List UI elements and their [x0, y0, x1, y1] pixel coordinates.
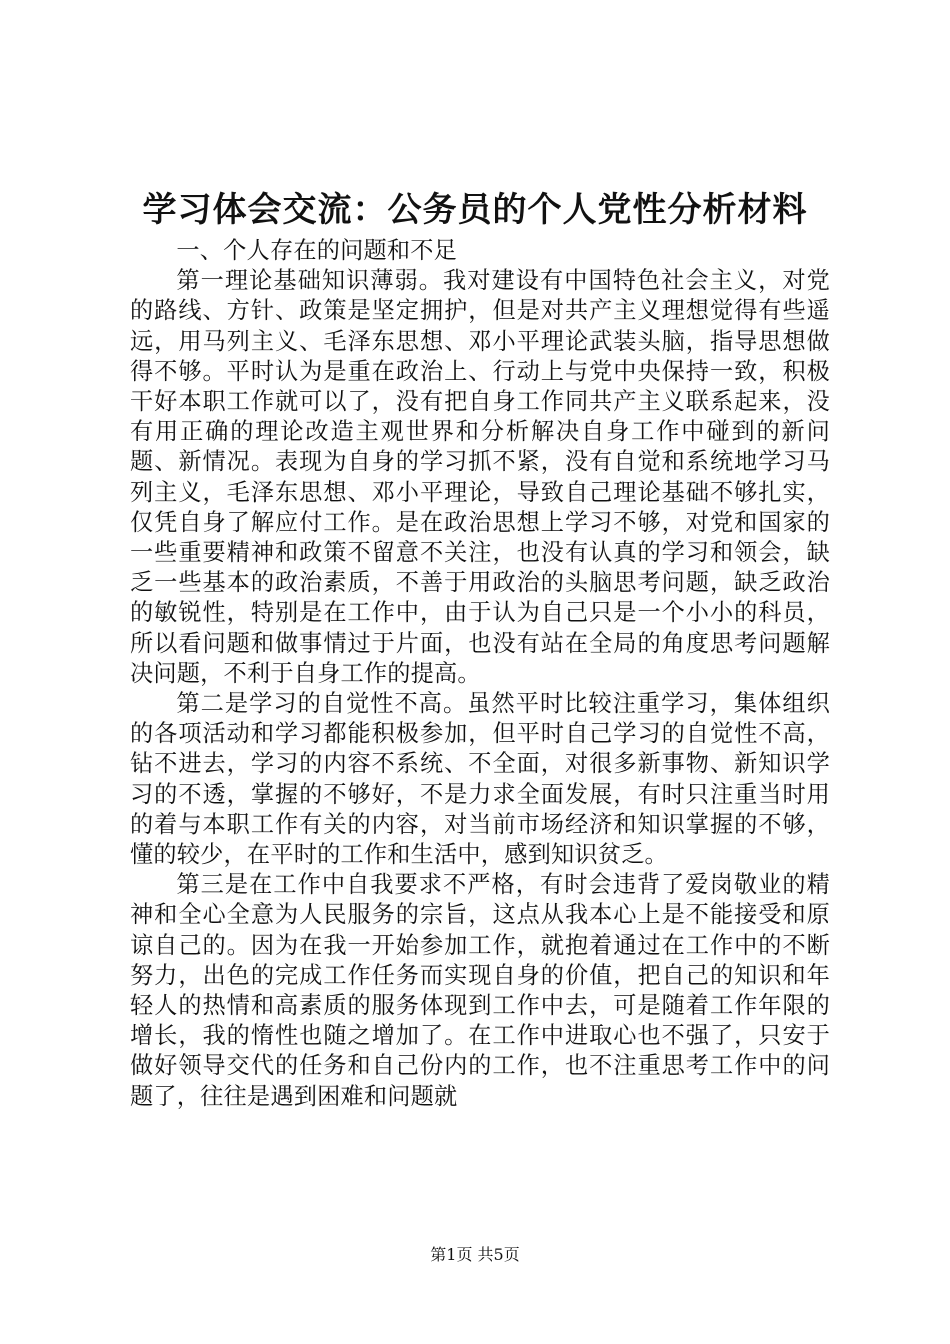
- paragraph: 第一理论基础知识薄弱。我对建设有中国特色社会主义，对党的路线、方针、政策是坚定拥护，但是对共产主义理想觉得有些遥远，用马列主义、毛泽东思想、邓小平理论武装头脑，指导思想做得不够。平时认为是重在政治上、行动上与党中央保持一致，积极干好本职工作就可以了，没有把自身工作同共产主义联系起来，没有用正确的理论改造主观世界和分析解决自身工作中碰到的新问题、新情况。表现为自身的学习抓不紧，没有自觉和系统地学习马列主义，毛泽东思想、邓小平理论，导致自己理论基础不够扎实，仅凭自身了解应付工作。是在政治思想上学习不够，对党和国家的一些重要精神和政策不留意不关注，也没有认真的学习和领会，缺乏一些基本的政治素质，不善于用政治的头脑思考问题，缺乏政治的敏锐性，特别是在工作中，由于认为自己只是一个小小的科员，所以看问题和做事情过于片面，也没有站在全局的角度思考问题解决问题，不利于自身工作的提高。: [130, 267, 830, 687]
- page-footer: 第1页 共5页: [430, 1245, 520, 1264]
- paragraph: 第二是学习的自觉性不高。虽然平时比较注重学习，集体组织的各项活动和学习都能积极参加，但平时自己学习的自觉性不高，钻不进去，学习的内容不系统、不全面，对很多新事物、新知识学习的不透，掌握的不够好，不是力求全面发展，有时只注重当时用的着与本职工作有关的内容，对当前市场经济和知识掌握的不够，懂的较少，在平时的工作和生活中，感到知识贫乏。: [130, 690, 830, 869]
- section-heading: 一、个人存在的问题和不足: [176, 237, 458, 264]
- document-title: 学习体会交流：公务员的个人党性分析材料: [142, 190, 808, 230]
- document-body: [130, 236, 830, 1112]
- paragraph: 第三是在工作中自我要求不严格，有时会违背了爱岗敬业的精神和全心全意为人民服务的宗旨，这点从我本心上是不能接受和原谅自己的。因为在我一开始参加工作，就抱着通过在工作中的不断努力，出色的完成工作任务而实现自身的价值，把自己的知识和年轻人的热情和高素质的服务体现到工作中去，可是随着工作年限的增长，我的惰性也随之增加了。在工作中进取心也不强了，只安于做好领导交代的任务和自己份内的工作，也不注重思考工作中的问题了，往往是遇到困难和问题就: [130, 871, 830, 1110]
